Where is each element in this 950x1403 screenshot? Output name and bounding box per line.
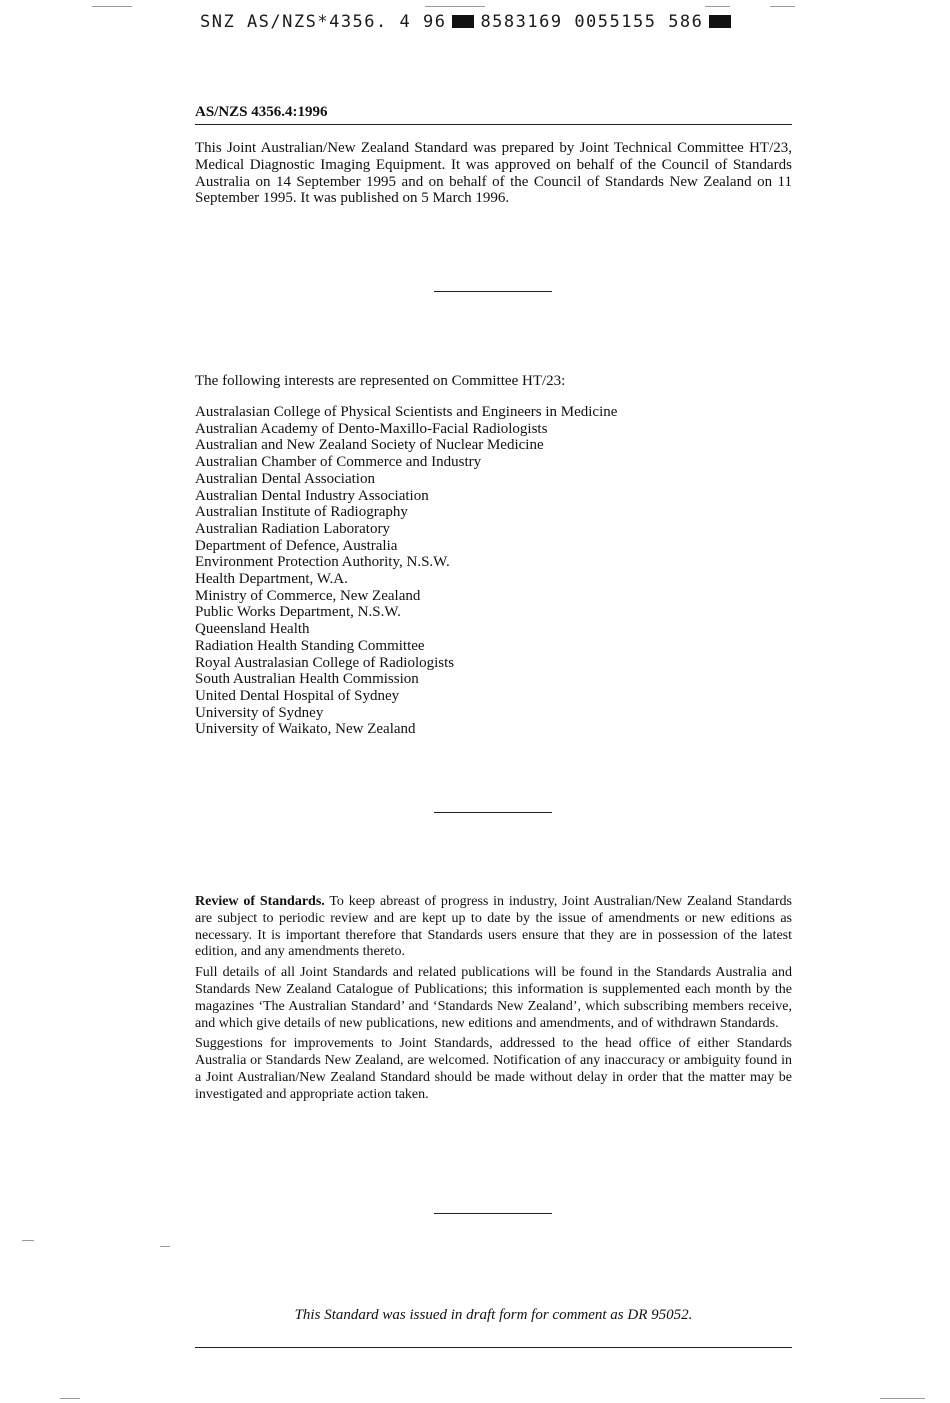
footer-rule <box>195 1347 792 1348</box>
list-item: Australian Radiation Laboratory <box>195 520 390 537</box>
list-item: South Australian Health Commission <box>195 671 419 688</box>
scan-speck <box>770 6 795 7</box>
list-item: Australasian College of Physical Scientists and Engineers in Medicine <box>195 404 618 420</box>
review-paragraph-2: Full details of all Joint Standards and related publications will be found in the Standards Australia and Standards New Zealand Catalogue of Publications; this information is supplemented each month by the magazines ‘The Australian Standard’ and ‘Standards New Zealand’, which subscribing members receive, and which give details of new publications, new editions and amendments, and of withdrawn Standards. <box>195 965 792 1031</box>
interests-heading: The following interests are represented on Committee HT/23: <box>195 373 566 389</box>
list-item: Ministry of Commerce, New Zealand <box>195 587 421 604</box>
review-paragraph-1: Review of Standards. To keep abreast of progress in industry, Joint Australian/New Zealand Standards are subject to periodic review and are kept up to date by the issue of amendments or new editions as necessary. It is important therefore that Standards users ensure that they are in possession of the latest edition, and any amendments thereto. <box>195 894 792 960</box>
scan-header <box>200 12 760 32</box>
intro-paragraph: This Joint Australian/New Zealand Standard was prepared by Joint Technical Committee HT/23, Medical Diagnostic Imaging Equipment. It was approved on behalf of the Council of Standards Australia on 14 September 1995 and on behalf of the Council of Standards New Zealand on 11 September 1995. It was published on 5 March 1996. <box>195 140 792 207</box>
review-paragraph-3: Suggestions for improvements to Joint Standards, addressed to the head office of either Standards Australia or Standards New Zealand, are welcomed. Notification of any inaccuracy or ambiguity found in a Joint Australian/New Zealand Standard should be made without delay in order that the matter may be investigated and appropriate action taken. <box>195 1036 792 1102</box>
review-heading: Review of Standards. <box>195 894 325 909</box>
list-item: University of Waikato, New Zealand <box>195 721 416 738</box>
section-divider <box>434 812 552 813</box>
list-item: Australian Chamber of Commerce and Industry <box>195 454 482 471</box>
list-item: Australian Dental Industry Association <box>195 487 429 504</box>
scan-speck <box>60 1398 80 1399</box>
list-item: Public Works Department, N.S.W. <box>195 604 401 621</box>
list-item: Australian Academy of Dento-Maxillo-Facial Radiologists <box>195 420 548 437</box>
scan-speck <box>425 6 485 7</box>
scan-speck <box>705 6 730 7</box>
scan-speck <box>880 1398 925 1399</box>
interests-list <box>195 404 617 738</box>
section-divider <box>434 1213 552 1214</box>
list-item: Department of Defence, Australia <box>195 537 398 554</box>
document-id: AS/NZS 4356.4:1996 <box>195 104 792 125</box>
scan-header-right: 8583169 0055155 586 <box>480 12 704 32</box>
draft-note: This Standard was issued in draft form for comment as DR 95052. <box>294 1307 693 1323</box>
list-item: United Dental Hospital of Sydney <box>195 687 400 704</box>
list-item: Health Department, W.A. <box>195 571 348 588</box>
list-item: Australian Dental Association <box>195 470 375 487</box>
list-item: Royal Australasian College of Radiologists <box>195 654 455 671</box>
barcode-block-icon <box>452 15 474 28</box>
list-item: University of Sydney <box>195 704 324 721</box>
scan-speck <box>160 1246 170 1247</box>
scan-header-left: SNZ AS/NZS*4356. 4 96 <box>200 12 447 32</box>
barcode-block-icon <box>709 15 731 28</box>
section-divider <box>434 291 552 292</box>
scan-speck <box>92 6 132 7</box>
review-section <box>195 894 792 1108</box>
list-item: Queensland Health <box>195 621 310 638</box>
scan-speck <box>22 1240 34 1241</box>
list-item: Australian Institute of Radiography <box>195 504 408 521</box>
list-item: Environment Protection Authority, N.S.W. <box>195 554 450 571</box>
list-item: Radiation Health Standing Committee <box>195 637 425 654</box>
list-item: Australian and New Zealand Society of Nuclear Medicine <box>195 437 544 454</box>
